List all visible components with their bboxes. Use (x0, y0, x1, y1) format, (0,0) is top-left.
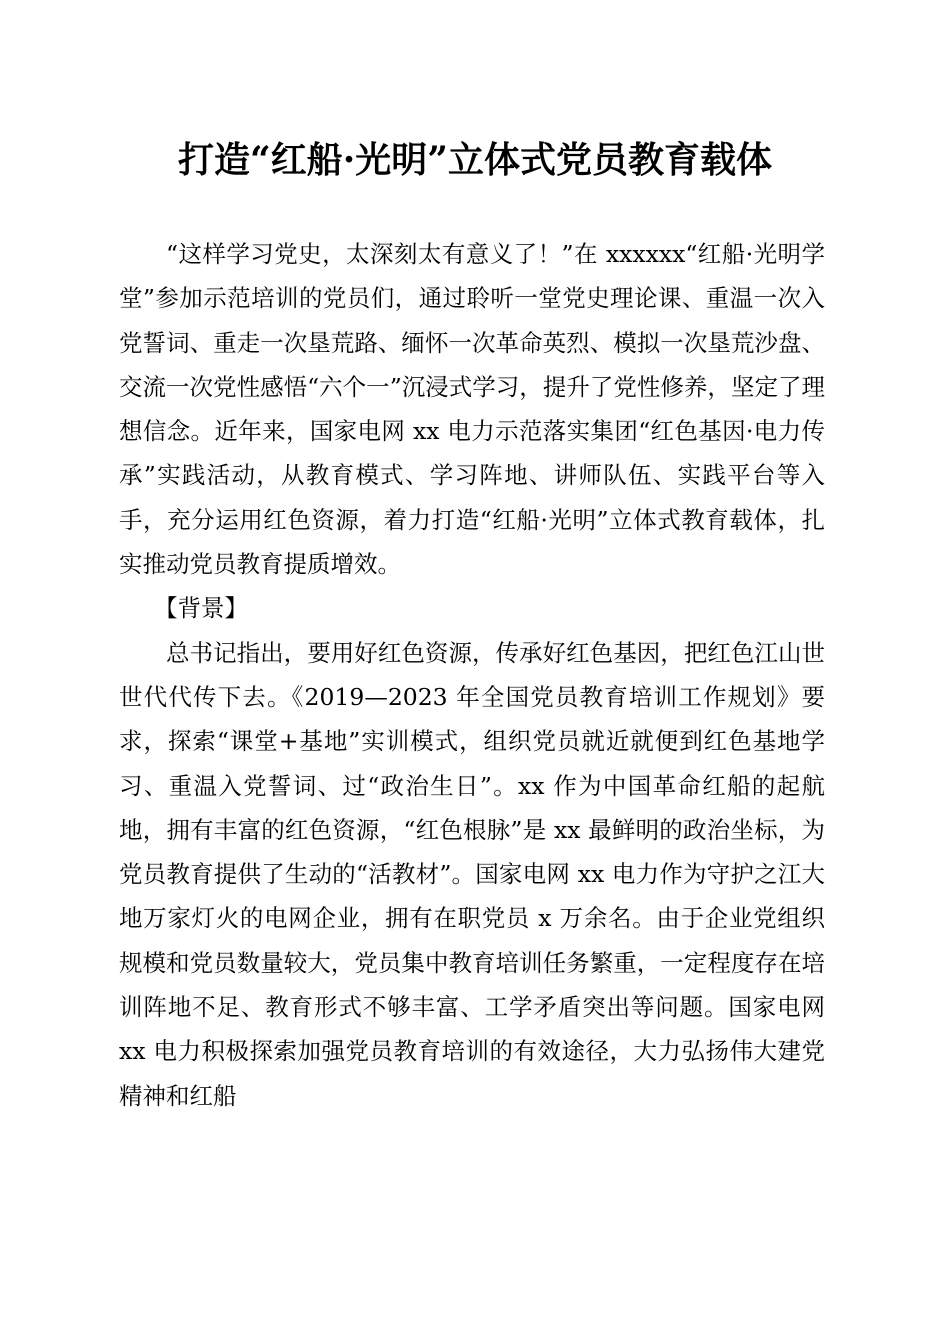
background-paragraph: 总书记指出，要用好红色资源，传承好红色基因，把红色江山世世代代传下去。《2019—2023 年全国党员教育培训工作规划》要求，探索“课堂+基地”实训模式，组织党员就近就便到红色基地学习、重温入党誓词、过“政治生日”。xx 作为中国革命红船的起航地，拥有丰富的红色资源，“红色根脉”是 xx 最鲜明的政治坐标，为党员教育提供了生动的“活教材”。国家电网 xx 电力作为守护之江大地万家灯火的电网企业，拥有在职党员 x 万余名。由于企业党组织规模和党员数量较大，党员集中教育培训任务繁重，一定程度存在培训阵地不足、教育形式不够丰富、工学矛盾突出等问题。国家电网 xx 电力积极探索加强党员教育培训的有效途径，大力弘扬伟大建党精神和红船 (119, 638, 825, 1110)
document-title: 打造“红船·光明”立体式党员教育载体 (178, 139, 772, 181)
document-body (119, 232, 825, 1118)
section-heading-background: 【背景】 (154, 594, 248, 623)
intro-paragraph: “这样学习党史，太深刻太有意义了！”在 xxxxxx“红船·光明学堂”参加示范培训的党员们，通过聆听一堂党史理论课、重温一次入党誓词、重走一次垦荒路、缅怀一次革命英烈、模拟一次垦荒沙盘、交流一次党性感悟“六个一”沉浸式学习，提升了党性修养，坚定了理想信念。近年来，国家电网 xx 电力示范落实集团“红色基因·电力传承”实践活动，从教育模式、学习阵地、讲师队伍、实践平台等入手，充分运用红色资源，着力打造“红船·光明”立体式教育载体，扎实推动党员教育提质增效。 (119, 240, 825, 579)
